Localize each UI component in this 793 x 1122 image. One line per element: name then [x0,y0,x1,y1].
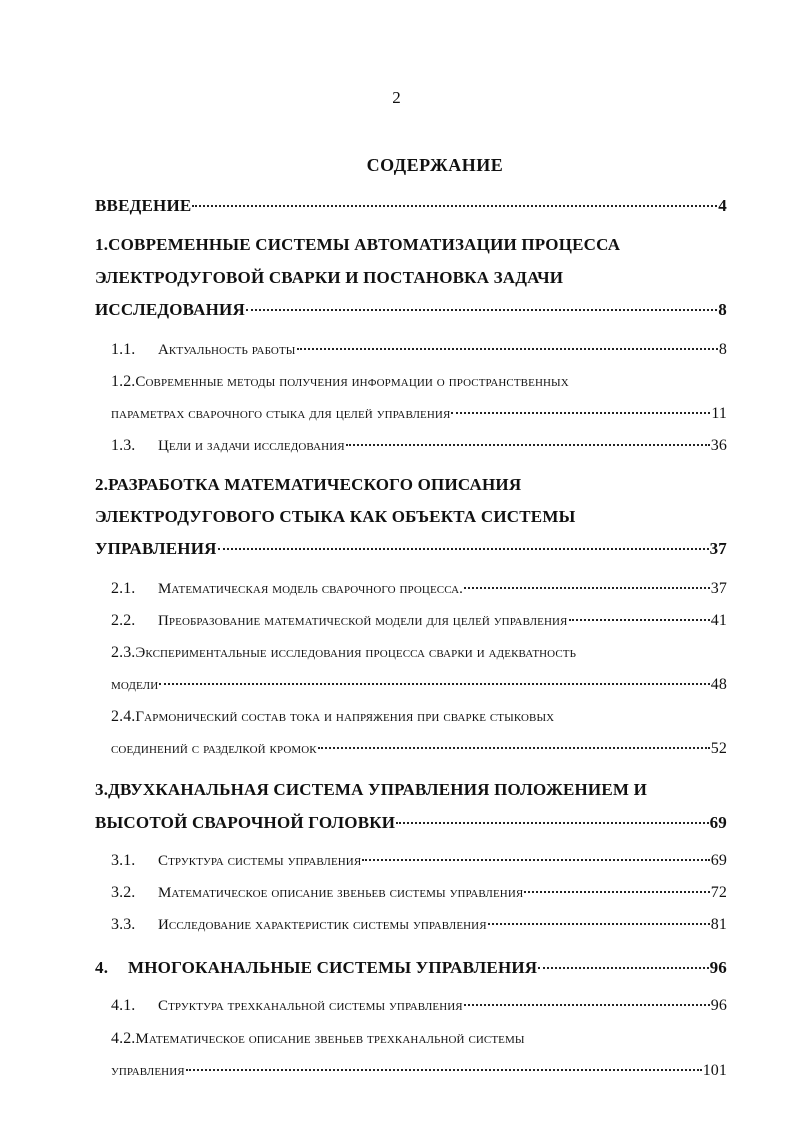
dot-leader [362,859,710,861]
dot-leader [192,205,717,207]
toc-entry-title-continued: модели [111,677,159,693]
toc-entry-title: Математическое описание звеньев системы управления [158,885,524,901]
toc-entry-title-continued: ИССЛЕДОВАНИЯ [95,300,245,319]
toc-entry-title: Структура системы управления [158,853,362,869]
toc-entry-number: 2.1. [111,580,136,597]
toc-entry-page: 36 [710,437,727,454]
toc-entry-page: 37 [710,580,727,597]
toc-entry-section-3-1[interactable] [111,852,727,870]
toc-entry-page: 37 [709,539,727,558]
toc-entry-chapter-2[interactable] [95,539,727,559]
toc-entry-title-continued: параметрах сварочного стыка для целей управления [111,406,451,422]
toc-entry-chapter-1-line-1[interactable] [95,235,620,255]
toc-entry-page: 41 [710,612,727,629]
toc-entry-number: 2.3. [111,644,136,661]
toc-entry-section-1-3[interactable] [111,437,727,455]
page-number: 2 [392,88,401,107]
toc-entry-title: Математическая модель сварочного процесса. [158,581,464,597]
toc-entry-number: 3. [95,780,109,799]
toc-entry-chapter-1[interactable] [95,300,727,320]
toc-entry-chapter-3[interactable] [95,813,727,833]
toc-entry-section-1-2-line-1[interactable] [111,373,569,391]
toc-entry-section-3-3[interactable] [111,916,727,934]
dot-leader [464,587,710,589]
toc-entry-title-continued: управления [111,1063,185,1079]
toc-entry-section-1-1[interactable] [111,341,727,359]
toc-entry-title: Математическое описание звеньев трехканальной системы [135,1031,525,1047]
toc-entry-title: СОВРЕМЕННЫЕ СИСТЕМЫ АВТОМАТИЗАЦИИ ПРОЦЕССА [108,235,621,254]
toc-entry-title: Преобразование математической модели для целей управления [158,613,568,629]
toc-entry-section-2-4-line-1[interactable] [111,708,554,726]
toc-entry-number: 4. [95,958,109,977]
toc-entry-number: 3.1. [111,852,136,869]
toc-entry-section-2-4[interactable] [111,740,727,758]
toc-entry-section-3-2[interactable] [111,884,727,902]
dot-leader [318,747,710,749]
toc-entry-chapter-4[interactable] [95,958,727,978]
toc-entry-page: 4 [718,196,727,215]
dot-leader [297,348,718,350]
toc-entry-number: 2.2. [111,612,136,629]
toc-entry-section-4-1[interactable] [111,997,727,1015]
toc-entry-introduction[interactable] [95,196,727,216]
toc-entry-section-2-2[interactable] [111,612,727,630]
toc-entry-page: 69 [710,852,727,869]
toc-entry-title-continued: ЭЛЕКТРОДУГОВОЙ СВАРКИ И ПОСТАНОВКА ЗАДАЧИ [95,268,564,287]
toc-entry-number: 1. [95,235,109,254]
dot-leader [538,967,708,969]
toc-entry-section-2-3-line-1[interactable] [111,644,576,662]
toc-entry-number: 2.4. [111,708,136,725]
toc-entry-page: 8 [718,341,727,358]
toc-entry-chapter-3-line-1[interactable] [95,780,647,800]
toc-entry-title-continued: соединений с разделкой кромок [111,741,317,757]
toc-entry-page: 72 [710,884,727,901]
dot-leader [396,822,708,824]
dot-leader [159,683,710,685]
toc-entry-title: Цели и задачи исследования [158,438,345,454]
toc-entry-number: 1.3. [111,437,136,454]
dot-leader [218,548,709,550]
toc-entry-page: 81 [710,916,727,933]
toc-entry-page: 69 [709,813,727,832]
dot-leader [451,412,710,414]
toc-entry-page: 52 [710,740,727,757]
toc-entry-chapter-2-line-2 [95,507,575,527]
toc-entry-page: 48 [710,676,727,693]
dot-leader [464,1004,710,1006]
toc-entry-title-continued: ВЫСОТОЙ СВАРОЧНОЙ ГОЛОВКИ [95,813,396,832]
toc-entry-title-continued: УПРАВЛЕНИЯ [95,539,217,558]
dot-leader [346,444,710,446]
toc-entry-number: 4.1. [111,997,136,1014]
toc-entry-section-2-1[interactable] [111,580,727,598]
toc-entry-title: Экспериментальные исследования процесса сварки и адекватность [135,645,577,661]
dot-leader [246,309,717,311]
toc-entry-number: 1.2. [111,373,136,390]
toc-entry-section-1-2[interactable] [111,405,727,423]
toc-entry-section-4-2-line-1[interactable] [111,1030,525,1048]
dot-leader [488,923,710,925]
toc-entry-title: ВВЕДЕНИЕ [95,196,192,215]
dot-leader [569,619,710,621]
toc-entry-chapter-1-line-2 [95,268,563,288]
toc-entry-number: 2. [95,475,109,494]
toc-entry-title: Актуальность работы [158,342,296,358]
toc-entry-title: Структура трехканальной системы управления [158,998,463,1014]
toc-entry-title: РАЗРАБОТКА МАТЕМАТИЧЕСКОГО ОПИСАНИЯ [108,475,522,494]
toc-entry-title: МНОГОКАНАЛЬНЫЕ СИСТЕМЫ УПРАВЛЕНИЯ [128,958,538,977]
dot-leader [186,1069,702,1071]
toc-title: СОДЕРЖАНИЕ [366,155,504,175]
toc-entry-page: 8 [718,300,727,319]
toc-entry-title: ДВУХКАНАЛЬНАЯ СИСТЕМА УПРАВЛЕНИЯ ПОЛОЖЕНИЕМ И [108,780,648,799]
dot-leader [524,891,709,893]
toc-entry-title: Современные методы получения информации о пространственных [135,374,569,390]
toc-entry-page: 11 [711,405,727,422]
toc-entry-number: 1.1. [111,341,136,358]
toc-entry-page: 96 [709,958,727,977]
toc-entry-number: 3.3. [111,916,136,933]
toc-entry-chapter-2-line-1[interactable] [95,475,521,495]
toc-entry-number: 3.2. [111,884,136,901]
toc-entry-section-4-2[interactable] [111,1062,727,1080]
toc-entry-number: 4.2. [111,1030,136,1047]
toc-entry-title: Исследование характеристик системы управления [158,917,487,933]
toc-entry-title: Гармонический состав тока и напряжения при сварке стыковых [135,709,555,725]
toc-entry-title-continued: ЭЛЕКТРОДУГОВОГО СТЫКА КАК ОБЪЕКТА СИСТЕМЫ [95,507,576,526]
toc-entry-page: 101 [702,1062,727,1079]
toc-entry-section-2-3[interactable] [111,676,727,694]
toc-entry-page: 96 [710,997,727,1014]
